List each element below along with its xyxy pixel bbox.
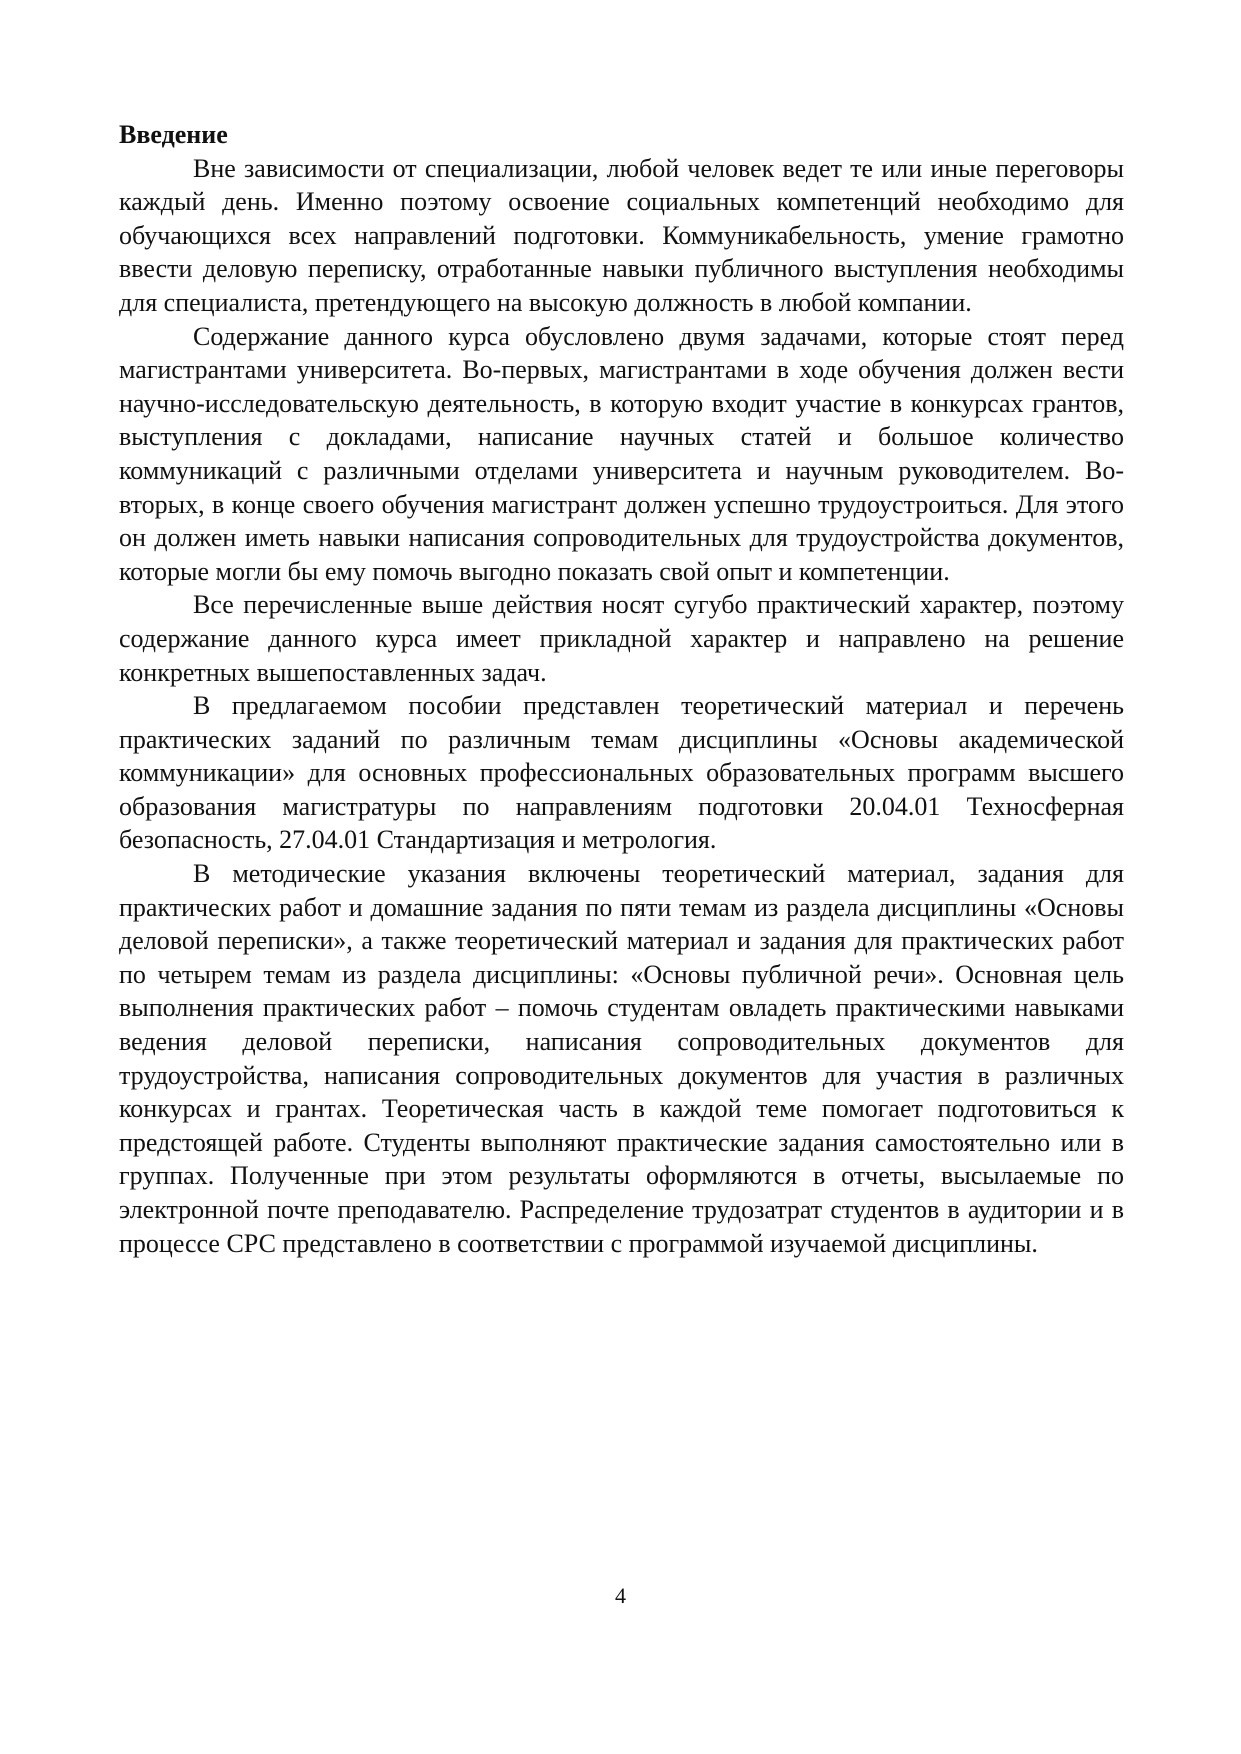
paragraph-2: Содержание данного курса обусловлено двумя задачами, которые стоят перед магистрантами университета. Во-первых, магистрантами в ходе обучения должен вести научно-исследовательскую деятельность, в которую входит участие в конкурсах грантов, выступления с докладами, написание научных статей и большое количество коммуникаций с различными отделами университета и научным руководителем. Во-вторых, в конце своего обучения магистрант должен успешно трудоустроиться. Для этого он должен иметь навыки написания сопроводительных для трудоустройства документов, которые могли бы ему помочь выгодно показать свой опыт и компетенции. [119,321,1124,586]
section-heading: Введение [119,120,228,149]
paragraph-1: Вне зависимости от специализации, любой человек ведет те или иные переговоры каждый день. Именно поэтому освоение социальных компетенций необходимо для обучающихся всех направлений подготовки. Коммуникабельность, умение грамотно ввести деловую переписку, отработанные навыки публичного выступления необходимы для специалиста, претендующего на высокую должность в любой компании. [119,153,1124,317]
page-number: 4 [615,1583,626,1608]
paragraph-3: Все перечисленные выше действия носят сугубо практический характер, поэтому содержание данного курса имеет прикладной характер и направлено на решение конкретных вышепоставленных задач. [119,590,1124,687]
page-content [119,118,1124,1260]
paragraph-4: В предлагаемом пособии представлен теоретический материал и перечень практических заданий по различным темам дисциплины «Основы академической коммуникации» для основных профессиональных образовательных программ высшего образования магистратуры по направлениям подготовки 20.04.01 Техносферная безопасность, 27.04.01 Стандартизация и метрология. [119,691,1124,855]
paragraph-5: В методические указания включены теоретический материал, задания для практических работ и домашние задания по пяти темам из раздела дисциплины «Основы деловой переписки», а также теоретический материал и задания для практических работ по четырем темам из раздела дисциплины: «Основы публичной речи». Основная цель выполнения практических работ – помочь студентам овладеть практическими навыками ведения деловой переписки, написания сопроводительных документов для трудоустройства, написания сопроводительных документов для участия в различных конкурсах и грантах. Теоретическая часть в каждой теме помогает подготовиться к предстоящей работе. Студенты выполняют практические задания самостоятельно или в группах. Полученные при этом результаты оформляются в отчеты, высылаемые по электронной почте преподавателю. Распределение трудозатрат студентов в аудитории и в процессе СРС представлено в соответствии с программой изучаемой дисциплины. [119,859,1124,1258]
